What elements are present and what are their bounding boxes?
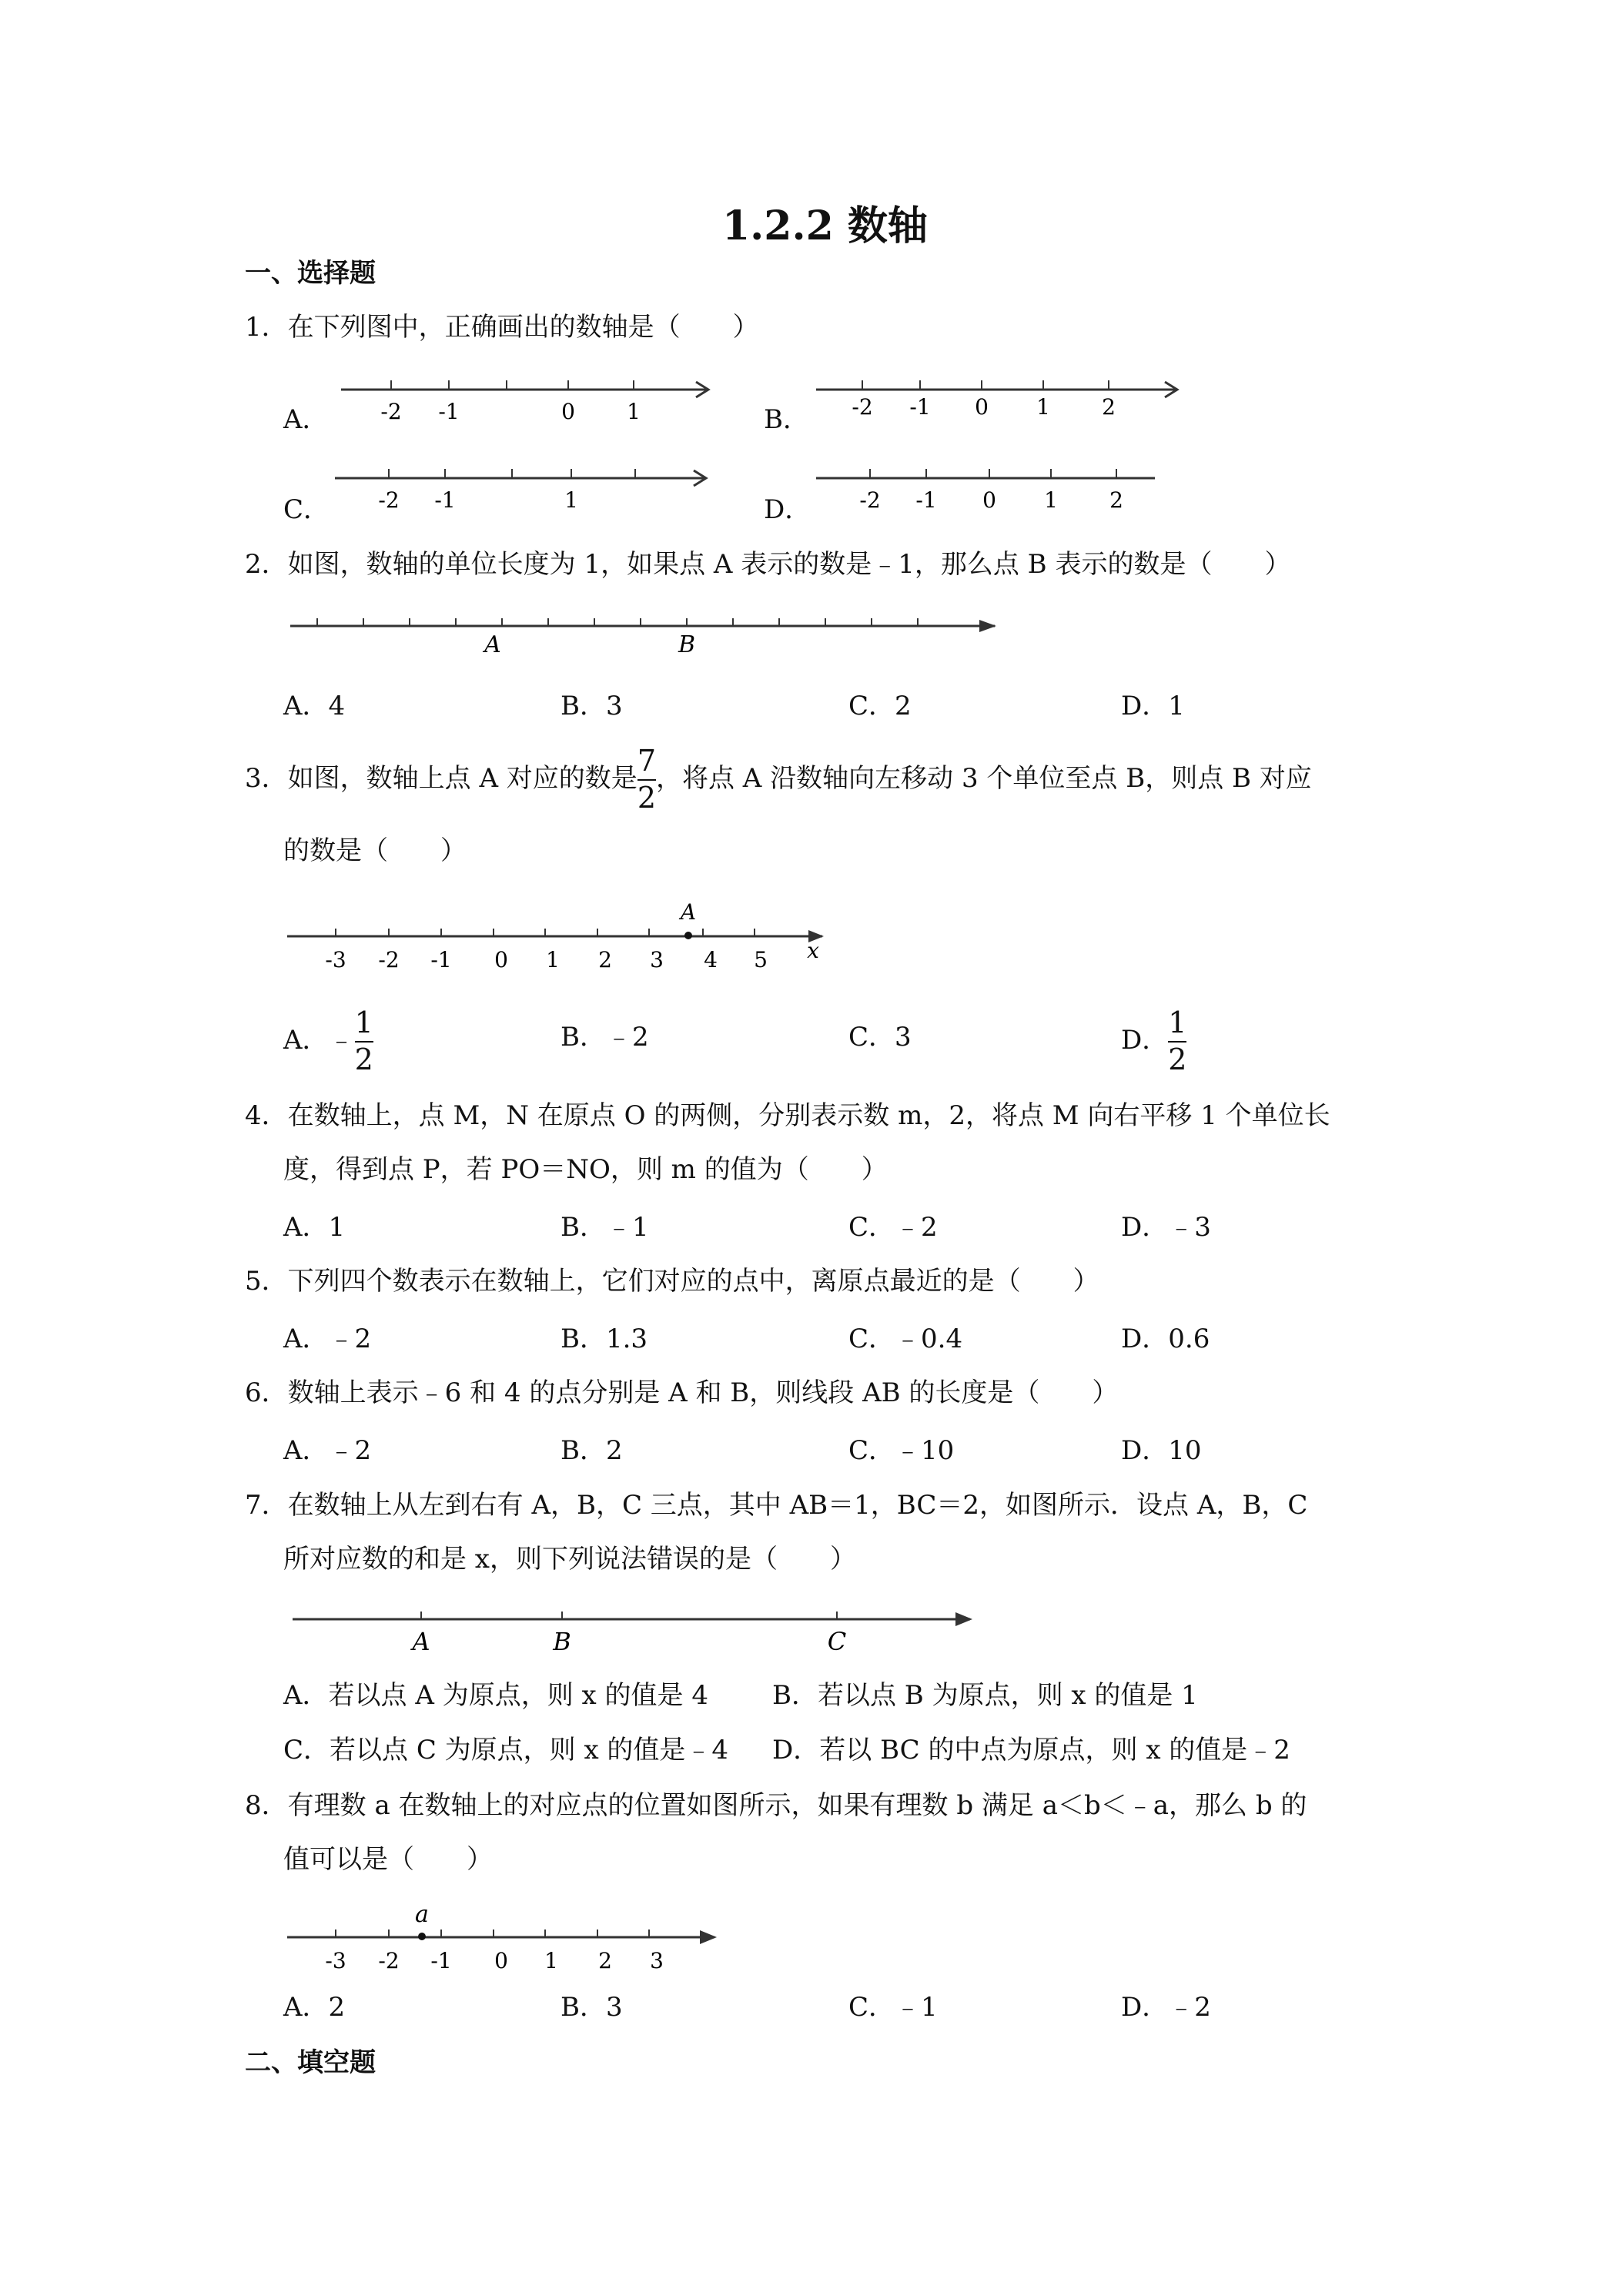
q8-option-b: B．3	[561, 1992, 623, 2023]
q3-option-a-prefix: A．﹣	[283, 1025, 355, 1056]
q6-option-c: C．﹣10	[848, 1435, 955, 1466]
question-5-stem: 5．下列四个数表示在数轴上，它们对应的点中，离原点最近的是（ ）	[245, 1266, 1099, 1297]
q1b-tick-label: 2	[1102, 394, 1116, 420]
q3-axis	[283, 899, 838, 969]
question-4-stem-line2: 度，得到点 P，若 PO＝NO，则 m 的值为（ ）	[283, 1154, 888, 1185]
q4-option-b: B．﹣1	[561, 1212, 649, 1243]
q1a-tick-label: 0	[561, 399, 575, 424]
q2-point-label: A	[484, 631, 501, 658]
q3-option-b: B．﹣2	[561, 1022, 649, 1053]
q7-point-label: B	[553, 1627, 571, 1656]
q1d-tick-label: 0	[982, 487, 996, 513]
q8-option-c: C．﹣1	[848, 1992, 938, 2023]
q1-option-b-label: B．	[764, 404, 809, 435]
q2-point-label: B	[678, 631, 696, 658]
q1b-tick-label: 0	[975, 394, 989, 420]
question-8-stem-line1: 8．有理数 a 在数轴上的对应点的位置如图所示，如果有理数 b 满足 a＜b＜﹣a，那么 b 的	[245, 1790, 1307, 1821]
q5-option-d: D．0.6	[1121, 1324, 1210, 1354]
q7-option-a: A．若以点 A 为原点，则 x 的值是 4	[283, 1680, 708, 1711]
q3-stem-part1: 3．如图，数轴上点 A 对应的数是	[245, 762, 637, 794]
q1b-tick-label: -2	[852, 394, 873, 420]
question-2-stem: 2．如图，数轴的单位长度为 1，如果点 A 表示的数是﹣1，那么点 B 表示的数是（ ）	[245, 549, 1291, 580]
q3-fraction	[637, 745, 656, 815]
q1d-tick-label: 2	[1109, 487, 1123, 513]
q1d-tick-label: -1	[915, 487, 937, 513]
page-title: 1.2.2 数轴	[722, 202, 928, 249]
q1-option-d-label: D．	[764, 494, 812, 525]
q1d-tick-label: -2	[859, 487, 881, 513]
q1d-tick-label: 1	[1044, 487, 1058, 513]
question-7-stem-line2: 所对应数的和是 x，则下列说法错误的是（ ）	[283, 1544, 856, 1575]
q6-option-d: D．10	[1121, 1435, 1202, 1466]
question-6-stem: 6．数轴上表示﹣6 和 4 的点分别是 A 和 B，则线段 AB 的长度是（ ）	[245, 1377, 1119, 1408]
q3-option-d-num: 1	[1168, 1006, 1187, 1040]
q7-option-b: B．若以点 B 为原点，则 x 的值是 1	[772, 1680, 1198, 1711]
question-1-stem: 1．在下列图中，正确画出的数轴是（ ）	[245, 312, 759, 343]
q3-tick-label: -1	[430, 947, 452, 969]
q4-option-a: A．1	[283, 1212, 346, 1243]
q3-stem-part2: ，将点 A 沿数轴向左移动 3 个单位至点 B，则点 B 对应	[656, 762, 1312, 794]
q2-option-c: C．2	[848, 691, 912, 721]
q3-tick-label: 4	[704, 947, 718, 969]
q8-tick-label: -3	[325, 1948, 346, 1970]
q3-option-a	[283, 1006, 373, 1076]
q1b-tick-label: 1	[1036, 394, 1050, 420]
q3-option-c: C．3	[848, 1022, 912, 1053]
q3-tick-label: -3	[325, 947, 346, 969]
q3-tick-label: 2	[598, 947, 612, 969]
q3-tick-label: -2	[378, 947, 400, 969]
q4-option-d: D．﹣3	[1121, 1212, 1211, 1243]
q1a-tick-label: 1	[627, 399, 641, 424]
q4-option-c: C．﹣2	[848, 1212, 938, 1243]
q7-option-d: D．若以 BC 的中点为原点，则 x 的值是﹣2	[772, 1735, 1290, 1766]
q8-tick-label: 0	[494, 1948, 508, 1970]
q1c-tick-label: -2	[378, 487, 400, 513]
q3-option-d-den: 2	[1168, 1043, 1187, 1076]
q1b-tick-label: -1	[909, 394, 931, 420]
q3-option-d-fraction	[1168, 1007, 1186, 1076]
q3-tick-label: 1	[546, 947, 560, 969]
q3-frac-den: 2	[637, 780, 656, 815]
q7-axis	[289, 1605, 982, 1659]
question-3-stem-line1	[245, 745, 1312, 815]
q8-axis	[283, 1900, 730, 1970]
q3-tick-label: 5	[754, 947, 768, 969]
q3-axis-var: x	[807, 938, 819, 963]
q3-option-a-num: 1	[354, 1006, 373, 1040]
q8-tick-label: 3	[650, 1948, 664, 1970]
q3-option-a-fraction	[355, 1007, 373, 1076]
q3-tick-label: 0	[494, 947, 508, 969]
q5-option-c: C．﹣0.4	[848, 1324, 963, 1354]
q3-option-d-prefix: D．	[1121, 1025, 1169, 1056]
question-4-stem-line1: 4．在数轴上，点 M，N 在原点 O 的两侧，分别表示数 m，2，将点 M 向右平移 1 个单位长	[245, 1100, 1330, 1131]
q8-option-d: D．﹣2	[1121, 1992, 1211, 2023]
q2-option-d: D．1	[1121, 691, 1185, 721]
q1-axis-b	[812, 376, 1190, 430]
q1c-tick-label: 1	[564, 487, 578, 513]
q7-point-label: C	[827, 1627, 847, 1656]
q7-point-label: A	[412, 1627, 430, 1656]
question-3-stem-line2: 的数是（ ）	[283, 835, 467, 866]
q1-axis-a	[337, 376, 722, 430]
q5-option-b: B．1.3	[561, 1324, 648, 1354]
section-heading-fill-in: 二、填空题	[245, 2047, 376, 2078]
q8-tick-label: 2	[598, 1948, 612, 1970]
q2-axis	[286, 612, 1010, 658]
q3-tick-label: 3	[650, 947, 664, 969]
q6-option-a: A．﹣2	[283, 1435, 372, 1466]
q1a-tick-label: -1	[438, 399, 460, 424]
q8-tick-label: -2	[378, 1948, 400, 1970]
q3-option-a-den: 2	[354, 1043, 373, 1076]
q1-option-c-label: C．	[283, 494, 330, 525]
q3-point-a: A	[680, 899, 697, 925]
q1c-tick-label: -1	[434, 487, 456, 513]
q1-axis-d	[812, 464, 1166, 518]
q8-option-a: A．2	[283, 1992, 346, 2023]
q2-option-b: B．3	[561, 691, 623, 721]
question-8-stem-line2: 值可以是（ ）	[283, 1844, 493, 1875]
section-heading-choice: 一、选择题	[245, 258, 376, 289]
q2-option-a: A．4	[283, 691, 346, 721]
q5-option-a: A．﹣2	[283, 1324, 372, 1354]
q1-option-a-label: A．	[283, 404, 329, 435]
q8-tick-label: -1	[430, 1948, 452, 1970]
q6-option-b: B．2	[561, 1435, 623, 1466]
q3-frac-num: 7	[637, 744, 656, 778]
q8-point-a: a	[415, 1901, 429, 1928]
q8-tick-label: 1	[544, 1948, 558, 1970]
q7-option-c: C．若以点 C 为原点，则 x 的值是﹣4	[283, 1735, 729, 1766]
question-7-stem-line1: 7．在数轴上从左到右有 A，B，C 三点，其中 AB＝1，BC＝2，如图所示．设点 A，B，C	[245, 1490, 1308, 1521]
q1-axis-c	[331, 464, 716, 518]
q3-option-d	[1121, 1006, 1186, 1076]
q1a-tick-label: -2	[380, 399, 402, 424]
